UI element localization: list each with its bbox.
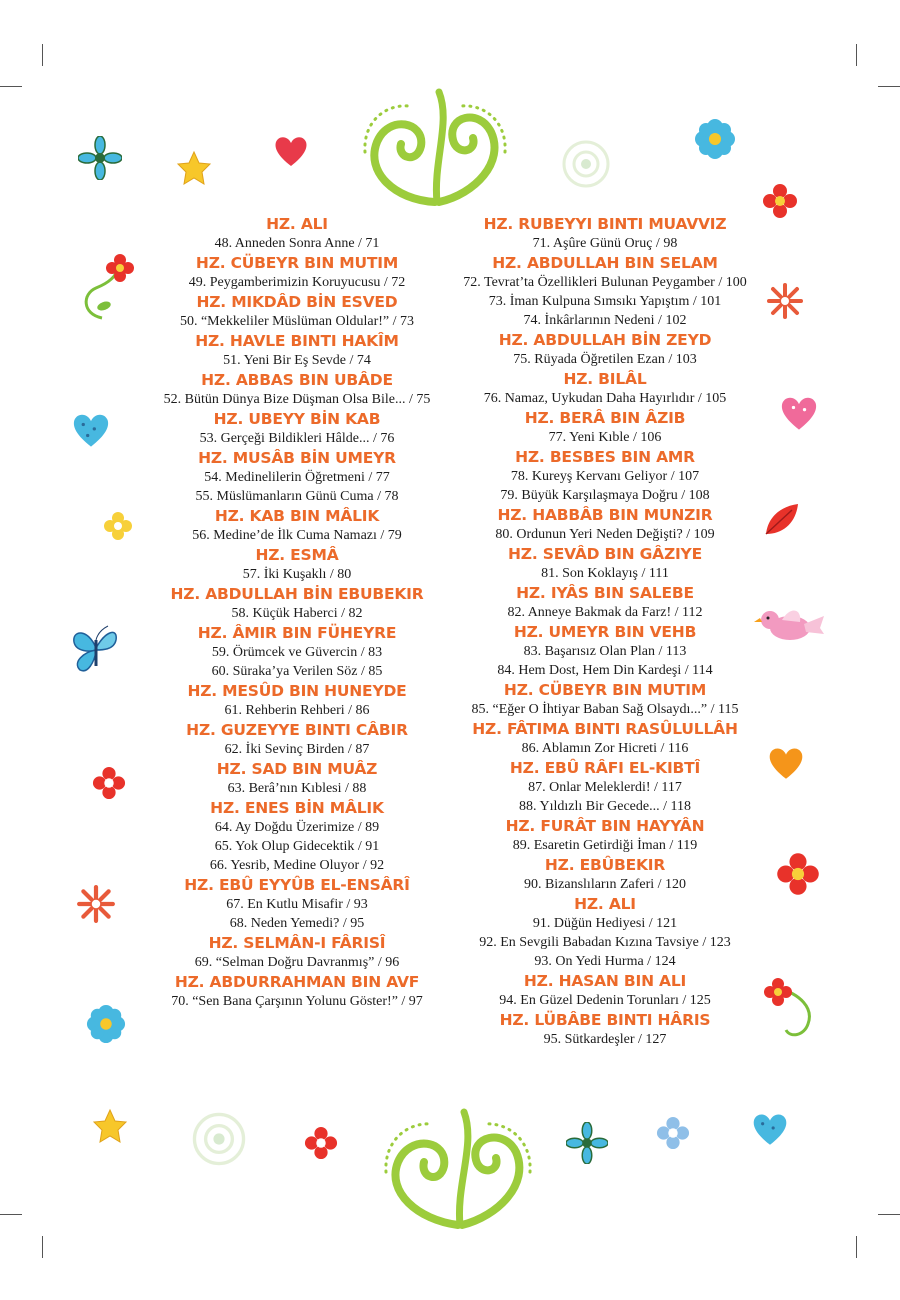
toc-person-heading: HZ. ABDULLAH BİN ZEYD	[498, 331, 712, 349]
toc-person-heading: HZ. BESBES BIN AMR	[515, 448, 695, 466]
toc-entry: 82. Anneye Bakmak da Farz! / 112	[507, 605, 703, 620]
toc-person-heading: HZ. CÜBEYR BIN MUTIM	[503, 681, 707, 699]
star-icon	[92, 1108, 128, 1144]
toc-person-heading: HZ. FÂTIMA BINTI RASÛLULLÂH	[472, 720, 738, 738]
toc-person-heading: HZ. HAVLE BINTI HAKÎM	[195, 332, 399, 350]
toc-entry: 65. Yok Olup Gidecektik / 91	[214, 839, 380, 854]
toc-entry: 66. Yesrib, Medine Oluyor / 92	[209, 858, 385, 873]
toc-entry: 70. “Sen Bana Çarşının Yolunu Göster!” / 97	[171, 994, 423, 1009]
crop-mark	[856, 1236, 857, 1258]
starburst-flower-icon	[76, 884, 116, 924]
toc-person-heading: HZ. UBEYY BİN KAB	[213, 410, 381, 428]
heart-icon	[70, 410, 112, 450]
toc-entry: 77. Yeni Kıble / 106	[548, 430, 662, 445]
toc-person-heading: HZ. BERÂ BIN ÂZIB	[524, 409, 686, 427]
toc-entry: 80. Ordunun Yeri Neden Değişti? / 109	[495, 527, 715, 542]
toc-entry: 56. Medine’de İlk Cuma Namazı / 79	[192, 528, 402, 543]
blue-flower-icon	[656, 1116, 690, 1150]
toc-entry: 54. Medinelilerin Öğretmeni / 77	[204, 470, 390, 485]
toc-entry: 76. Namaz, Uykudan Daha Hayırlıdır / 105	[483, 391, 727, 406]
red-flower-stem-icon	[76, 254, 138, 320]
red-flower-icon	[304, 1126, 338, 1160]
green-swirl-bottom-ornament	[378, 1100, 538, 1230]
heart-icon	[750, 1110, 790, 1148]
toc-entry: 55. Müslümanların Günü Cuma / 78	[195, 489, 399, 504]
toc-person-heading: HZ. GUZEYYE BINTI CÂBIR	[186, 721, 408, 739]
crop-mark	[878, 86, 900, 87]
toc-entry: 74. İnkârlarının Nedeni / 102	[523, 313, 687, 328]
heart-icon	[778, 394, 820, 432]
toc-entry: 59. Örümcek ve Güvercin / 83	[211, 645, 383, 660]
toc-entry: 48. Anneden Sonra Anne / 71	[214, 236, 380, 251]
red-flower-icon	[92, 766, 126, 800]
toc-entry: 85. “Eğer O İhtiyar Baban Sağ Olsaydı...” / 115	[471, 702, 739, 717]
toc-person-heading: HZ. ABBAS BIN UBÂDE	[201, 371, 393, 389]
toc-person-heading: HZ. KAB BIN MÂLIK	[214, 507, 380, 525]
toc-person-heading: HZ. LÜBÂBE BINTI HÂRIS	[499, 1011, 711, 1029]
toc-entry: 57. İki Kuşaklı / 80	[242, 567, 352, 582]
blue-flower-icon	[566, 1122, 608, 1164]
toc-person-heading: HZ. SEVÂD BIN GÂZIYE	[508, 545, 702, 563]
toc-entry: 75. Rüyada Öğretilen Ezan / 103	[513, 352, 697, 367]
toc-entry: 58. Küçük Haberci / 82	[231, 606, 363, 621]
toc-entry: 91. Düğün Hediyesi / 121	[532, 916, 678, 931]
toc-person-heading: HZ. ABDULLAH BİN EBUBEKIR	[170, 585, 424, 603]
toc-left-column	[132, 214, 462, 1011]
toc-person-heading: HZ. EBÛBEKIR	[544, 856, 666, 874]
red-flower-icon	[776, 852, 820, 896]
toc-entry: 53. Gerçeği Bildikleri Hâlde... / 76	[199, 431, 395, 446]
heart-icon	[272, 134, 310, 168]
faded-flower-icon	[560, 138, 612, 190]
toc-person-heading: HZ. EBÛ EYYÛB EL-ENSÂRÎ	[184, 876, 410, 894]
toc-person-heading: HZ. CÜBEYR BIN MUTIM	[195, 254, 399, 272]
toc-entry: 81. Son Koklayış / 111	[541, 566, 669, 581]
toc-entry: 94. En Güzel Dedenin Torunları / 125	[499, 993, 711, 1008]
toc-entry: 69. “Selman Doğru Davranmış” / 96	[194, 955, 400, 970]
toc-person-heading: HZ. SAD BIN MUÂZ	[216, 760, 378, 778]
toc-entry: 87. Onlar Meleklerdi! / 117	[528, 780, 682, 795]
toc-entry: 51. Yeni Bir Eş Sevde / 74	[223, 353, 371, 368]
toc-person-heading: HZ. HABBÂB BIN MUNZIR	[497, 506, 713, 524]
toc-entry: 50. “Mekkeliler Müslüman Oldular!” / 73	[179, 314, 415, 329]
toc-entry: 60. Süraka’ya Verilen Söz / 85	[211, 664, 383, 679]
crop-mark	[856, 44, 857, 66]
toc-person-heading: HZ. MIKDÂD BİN ESVED	[196, 293, 398, 311]
toc-entry: 93. On Yedi Hurma / 124	[534, 954, 676, 969]
toc-entry: 63. Berâ’nın Kıblesi / 88	[227, 781, 367, 796]
toc-entry: 78. Kureyş Kervanı Geliyor / 107	[510, 469, 700, 484]
toc-person-heading: HZ. IYÂS BIN SALEBE	[516, 584, 694, 602]
toc-entry: 73. İman Kulpuna Sımsıkı Yapıştım / 101	[488, 294, 722, 309]
toc-entry: 90. Bizanslıların Zaferi / 120	[523, 877, 687, 892]
toc-entry: 62. İki Sevinç Birden / 87	[224, 742, 370, 757]
toc-entry: 61. Rehberin Rehberi / 86	[224, 703, 370, 718]
toc-entry: 83. Başarısız Olan Plan / 113	[523, 644, 687, 659]
toc-person-heading: HZ. HASAN BIN ALI	[523, 972, 687, 990]
toc-person-heading: HZ. UMEYR BIN VEHB	[513, 623, 697, 641]
crop-mark	[0, 86, 22, 87]
toc-right-column	[440, 214, 770, 1049]
toc-person-heading: HZ. ENES BİN MÂLIK	[210, 799, 384, 817]
toc-entry: 95. Sütkardeşler / 127	[543, 1032, 667, 1047]
faded-flower-icon	[190, 1110, 248, 1168]
toc-person-heading: HZ. ABDURRAHMAN BIN AVF	[174, 973, 420, 991]
toc-person-heading: HZ. SELMÂN-I FÂRISÎ	[208, 934, 386, 952]
blue-flower-icon	[86, 1004, 126, 1044]
toc-entry: 52. Bütün Dünya Bize Düşman Olsa Bile... / 75	[163, 392, 431, 407]
toc-person-heading: HZ. ABDULLAH BIN SELAM	[492, 254, 718, 272]
toc-entry: 88. Yıldızlı Bir Gecede... / 118	[519, 799, 691, 814]
toc-entry: 68. Neden Yemedi? / 95	[229, 916, 365, 931]
crop-mark	[878, 1214, 900, 1215]
toc-person-heading: HZ. ÂMIR BIN FÜHEYRE	[197, 624, 397, 642]
toc-entry: 71. Aşûre Günü Oruç / 98	[532, 236, 678, 251]
star-icon	[176, 150, 212, 186]
crop-mark	[0, 1214, 22, 1215]
toc-entry: 89. Esaretin Getirdiği İman / 119	[512, 838, 698, 853]
toc-person-heading: HZ. ALI	[574, 895, 636, 913]
toc-person-heading: HZ. MESÛD BIN HUNEYDE	[187, 682, 407, 700]
toc-entry: 84. Hem Dost, Hem Din Kardeşi / 114	[497, 663, 713, 678]
toc-person-heading: HZ. MUSÂB BİN UMEYR	[198, 449, 396, 467]
blue-flower-icon	[78, 136, 122, 180]
toc-entry: 49. Peygamberimizin Koruyucusu / 72	[188, 275, 406, 290]
toc-entry: 72. Tevrat’ta Özellikleri Bulunan Peygamber / 100	[463, 275, 747, 290]
toc-person-heading: HZ. BILÂL	[563, 370, 647, 388]
butterfly-icon	[68, 622, 124, 676]
yellow-flower-icon	[104, 512, 132, 540]
heart-icon	[766, 744, 806, 782]
toc-entry: 64. Ay Doğdu Üzerimize / 89	[214, 820, 380, 835]
toc-person-heading: HZ. ALI	[266, 215, 328, 233]
toc-person-heading: HZ. ESMÂ	[255, 546, 339, 564]
toc-person-heading: HZ. EBÛ RÂFI EL-KIBTÎ	[509, 759, 701, 777]
toc-entry: 86. Ablamın Zor Hicreti / 116	[521, 741, 689, 756]
crop-mark	[42, 1236, 43, 1258]
green-swirl-top-ornament	[355, 82, 515, 212]
starburst-flower-icon	[766, 282, 804, 320]
blue-flower-icon	[694, 118, 736, 160]
toc-person-heading: HZ. RUBEYYI BINTI MUAVVIZ	[483, 215, 727, 233]
toc-person-heading: HZ. FURÂT BIN HAYYÂN	[505, 817, 705, 835]
toc-entry: 92. En Sevgili Babadan Kızına Tavsiye / 123	[479, 935, 731, 950]
toc-entry: 79. Büyük Karşılaşmaya Doğru / 108	[500, 488, 710, 503]
toc-entry: 67. En Kutlu Misafir / 93	[226, 897, 368, 912]
crop-mark	[42, 44, 43, 66]
